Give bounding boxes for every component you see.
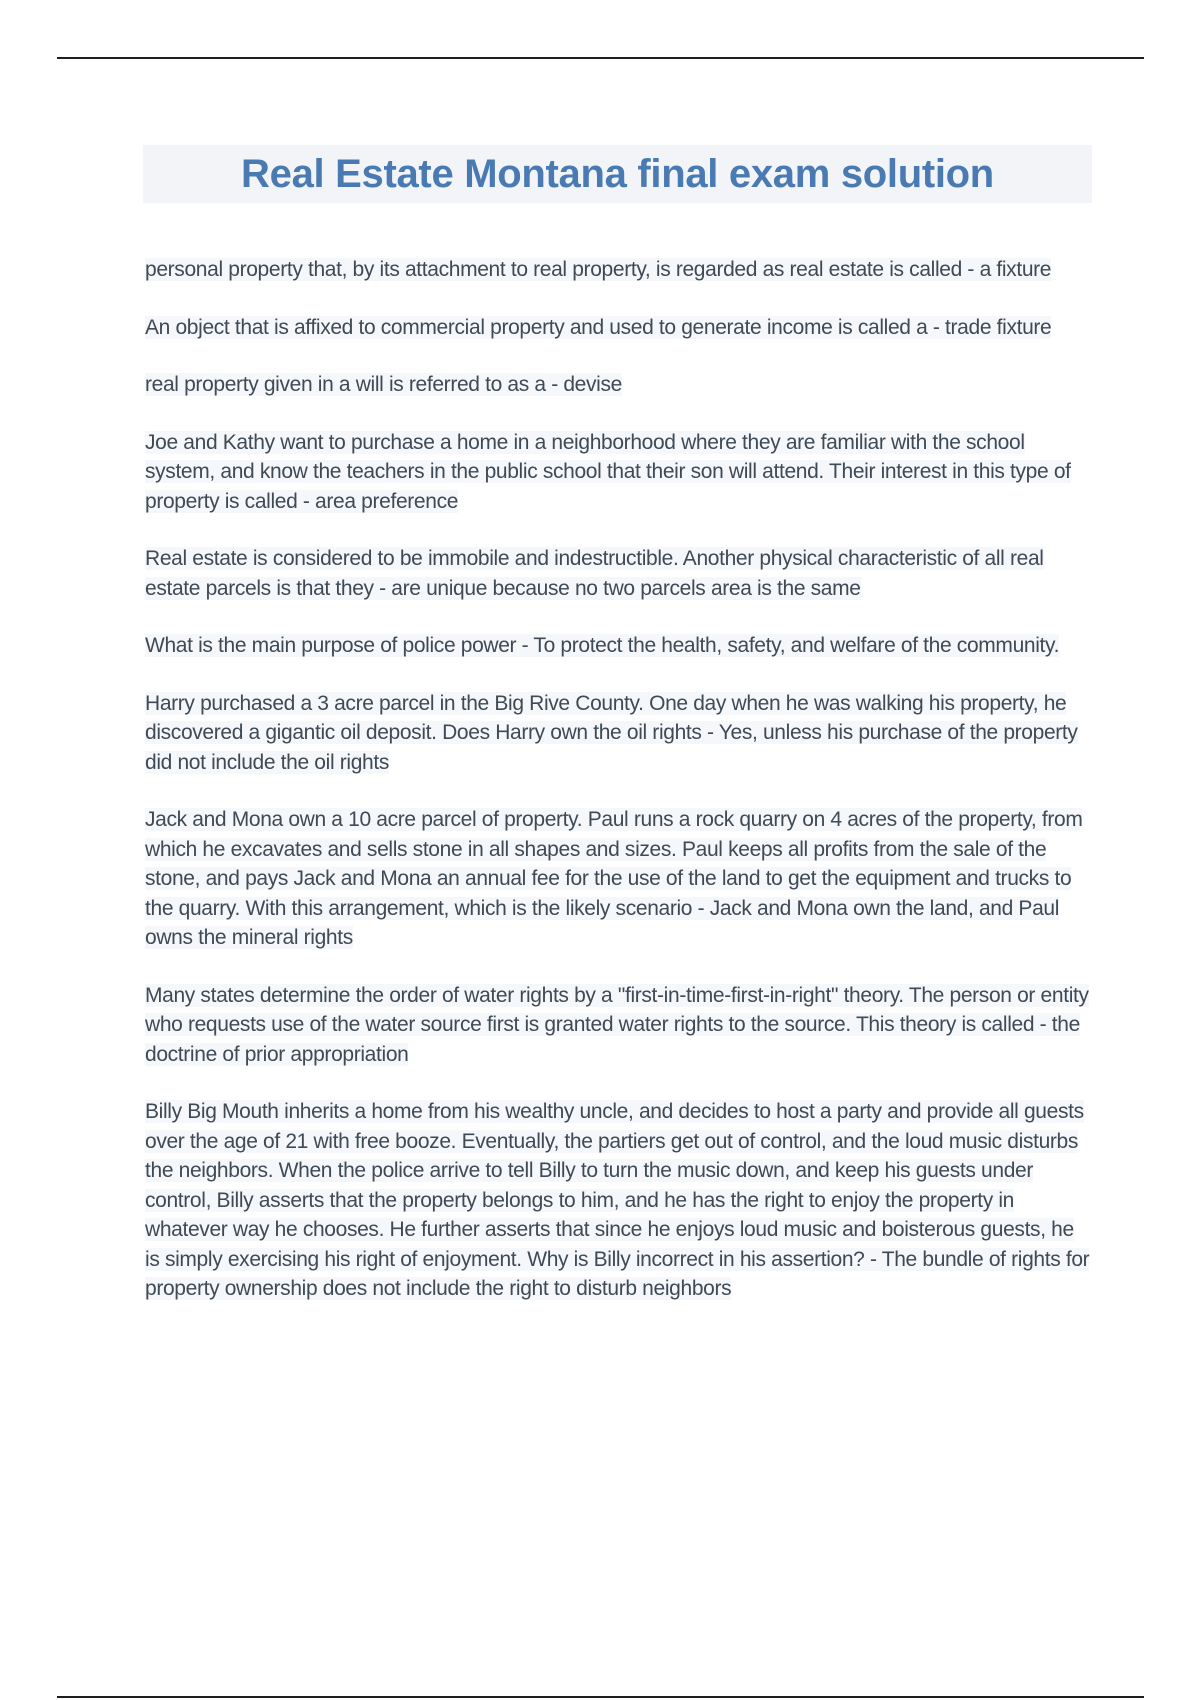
qa-item-text: Many states determine the order of water rights by a "first-in-time-first-in-right" theory. The person or entity who requests use of the water source first is granted water rights to the source. This theory is called - the doctrine of prior appropriation [145,983,1089,1066]
header-rule [57,57,1144,59]
footer-rule [57,1696,1144,1698]
qa-item-text: What is the main purpose of police power - To protect the health, safety, and welfare of the community. [145,634,1060,657]
qa-item [145,631,1091,661]
qa-item [145,370,1091,400]
question-answer-list [145,255,1091,1332]
qa-item-text: Jack and Mona own a 10 acre parcel of property. Paul runs a rock quarry on 4 acres of the property, from which he excavates and sells stone in all shapes and sizes. Paul keeps all profits from the sale of the stone, and pays Jack and Mona an annual fee for the use of the land to get the equipment and trucks to the quarry. With this arrangement, which is the likely scenario - Jack and Mona own the land, and Paul owns the mineral rights [145,808,1083,949]
qa-item [145,1097,1091,1304]
qa-item-text: personal property that, by its attachment to real property, is regarded as real estate is called - a fixture [145,258,1052,281]
document-title: Real Estate Montana final exam solution [241,151,994,196]
qa-item [145,805,1091,953]
qa-item [145,428,1091,517]
qa-item-text: Real estate is considered to be immobile and indestructible. Another physical characteristic of all real estate parcels is that they - are unique because no two parcels area is the same [145,547,1044,600]
qa-item [145,313,1091,343]
qa-item-text: Billy Big Mouth inherits a home from his wealthy uncle, and decides to host a party and provide all guests over the age of 21 with free booze. Eventually, the partiers get out of control, and the loud music disturbs the neighbors. When the police arrive to tell Billy to turn the music down, and keep his guests under control, Billy asserts that the property belongs to him, and he has the right to enjoy the property in whatever way he chooses. He further asserts that since he enjoys loud music and boisterous guests, he is simply exercising his right of enjoyment. Why is Billy incorrect in his assertion? - The bundle of rights for property ownership does not include the right to disturb neighbors [145,1100,1090,1300]
qa-item [145,255,1091,285]
qa-item-text: real property given in a will is referred to as a - devise [145,373,622,396]
qa-item-text: Harry purchased a 3 acre parcel in the Big Rive County. One day when he was walking his property, he discovered a gigantic oil deposit. Does Harry own the oil rights - Yes, unless his purchase of the property did not include the oil rights [145,691,1078,774]
qa-item-text: An object that is affixed to commercial property and used to generate income is called a - trade fixture [145,315,1052,339]
title-banner [143,145,1092,203]
qa-item [145,981,1091,1070]
qa-item [145,544,1091,603]
qa-item [145,689,1091,778]
qa-item-text: Joe and Kathy want to purchase a home in a neighborhood where they are familiar with the school system, and know the teachers in the public school that their son will attend. Their interest in this type of property is called - area preference [145,430,1071,513]
